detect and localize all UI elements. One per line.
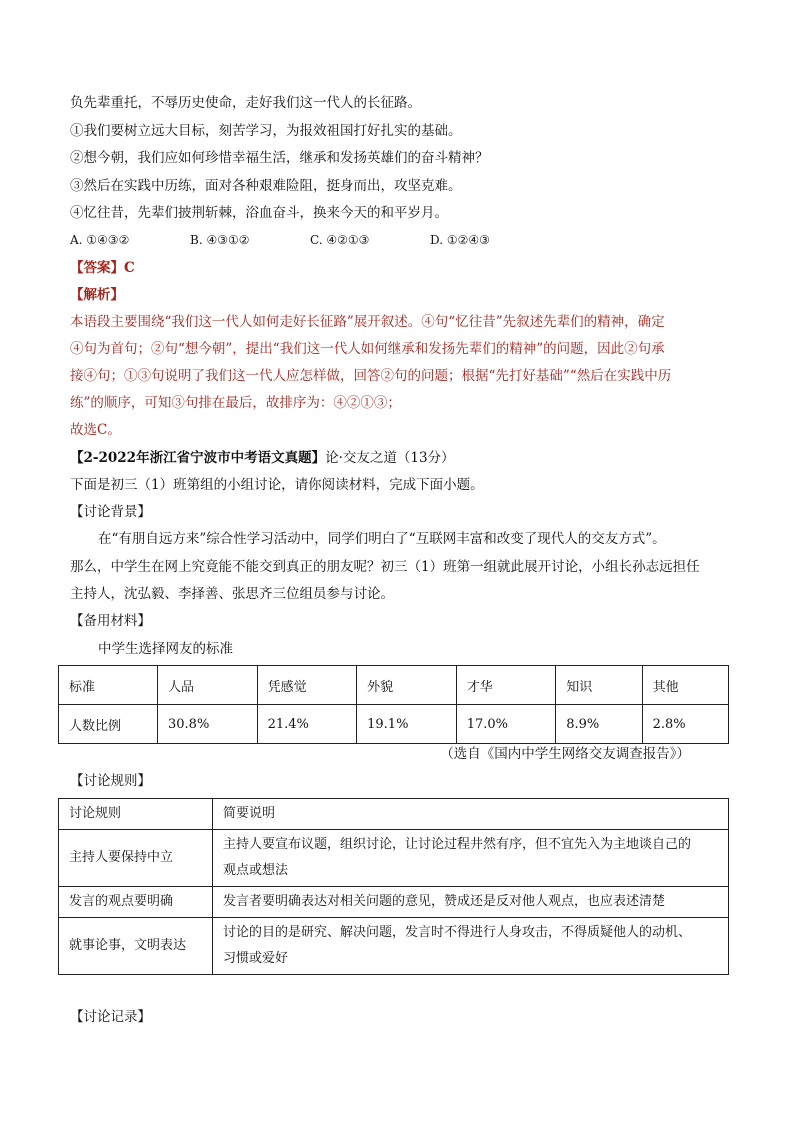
rule-desc: 讨论的目的是研究、解决问题，发言时不得进行人身攻击，不得质疑他人的动机、 习惯或爱好 (213, 918, 729, 975)
option-b: B. ④③①② (190, 233, 250, 247)
table-cell: 21.4% (257, 705, 357, 744)
rule-desc: 发言者要明确表达对相关问题的意见，赞成还是反对他人观点，也应表述清楚 (213, 887, 729, 918)
answer-line (70, 259, 135, 277)
sentence-3: ③然后在实践中历练，面对各种艰难险阻，挺身而出，攻坚克难。 (70, 178, 462, 194)
rules-row (59, 887, 729, 918)
question2-heading (70, 449, 455, 467)
background-line-1: 在“有朋自远方来”综合性学习活动中，同学们明白了“互联网丰富和改变了现代人的交友方式”。 (98, 531, 666, 547)
sentence-1: ①我们要树立远大目标，刻苦学习，为报效祖国打好扎实的基础。 (70, 123, 462, 139)
options-row (70, 231, 490, 249)
rules-table (58, 798, 729, 975)
sentence-2: ②想今朝，我们应如何珍惜幸福生活，继承和发扬英雄们的奋斗精神？ (70, 150, 489, 166)
table-header-cell: 知识 (556, 666, 642, 705)
table-title: 中学生选择网友的标准 (98, 641, 233, 657)
rules-row (59, 830, 729, 887)
answer-label: 【答案】 (70, 260, 124, 276)
table-cell: 人数比例 (59, 705, 158, 744)
criteria-table (58, 665, 729, 744)
table-header-cell: 标准 (59, 666, 158, 705)
materials-label: 【备用材料】 (70, 613, 151, 629)
analysis-label: 【解析】 (70, 287, 124, 303)
background-line-3: 主持人，沈弘毅、李择善、张思齐三位组员参与讨论。 (70, 586, 394, 602)
option-c: C. ④②①③ (310, 233, 370, 247)
analysis-line-1: 本语段主要围绕“我们这一代人如何走好长征路”展开叙述。④句“忆往昔”先叙述先辈们的精神，确定 (70, 314, 665, 330)
analysis-line-3: 接④句；①③句说明了我们这一代人应怎样做，回答②句的问题；根据“先打好基础”“然后在实践中历 (70, 368, 672, 384)
option-d: D. ①②④③ (430, 233, 490, 247)
table-header-cell: 外貌 (357, 666, 457, 705)
table-header-cell: 凭感觉 (257, 666, 357, 705)
rules-header-row (59, 799, 729, 830)
table-source: （选自《国内中学生网络交友调查报告》） (440, 746, 690, 762)
rules-label: 【讨论规则】 (70, 773, 151, 789)
background-label: 【讨论背景】 (70, 504, 151, 520)
question-source: 【2-2022年浙江省宁波市中考语文真题】 (70, 450, 326, 466)
table-cell: 17.0% (456, 705, 556, 744)
rules-header-cell: 简要说明 (213, 799, 729, 830)
table-cell: 8.9% (556, 705, 642, 744)
answer-value: C (124, 260, 135, 276)
question-title: 论·交友之道（13分） (325, 450, 455, 466)
rule-name: 发言的观点要明确 (59, 887, 213, 918)
analysis-line-4: 练”的顺序，可知③句排在最后，故排序为：④②①③； (70, 395, 401, 411)
rule-name: 就事论事，文明表达 (59, 918, 213, 975)
table-cell: 30.8% (158, 705, 258, 744)
rules-row (59, 918, 729, 975)
table-header-cell: 其他 (642, 666, 728, 705)
table-header-cell: 人品 (158, 666, 258, 705)
table-cell: 19.1% (357, 705, 457, 744)
rule-name: 主持人要保持中立 (59, 830, 213, 887)
table-header-cell: 才华 (456, 666, 556, 705)
record-label: 【讨论记录】 (70, 1009, 151, 1025)
table-cell: 2.8% (642, 705, 728, 744)
table-row (59, 705, 729, 744)
table-header-row (59, 666, 729, 705)
intro-line: 负先辈重托，不辱历史使命，走好我们这一代人的长征路。 (70, 95, 421, 111)
sentence-4: ④忆往昔，先辈们披荆斩棘，浴血奋斗，换来今天的和平岁月。 (70, 205, 448, 221)
analysis-line-5: 故选C。 (70, 422, 121, 438)
rules-header-cell: 讨论规则 (59, 799, 213, 830)
rule-desc: 主持人要宣布议题，组织讨论，让讨论过程井然有序，但不宜先入为主地谈自己的 观点或想法 (213, 830, 729, 887)
question-instruction: 下面是初三（1）班第组的小组讨论，请你阅读材料，完成下面小题。 (70, 477, 484, 493)
option-a: A. ①④③② (70, 233, 130, 247)
analysis-line-2: ④句为首句；②句“想今朝”，提出“我们这一代人如何继承和发扬先辈们的精神”的问题，因此②句承 (70, 341, 665, 357)
background-line-2: 那么，中学生在网上究竟能不能交到真正的朋友呢？初三（1）班第一组就此展开讨论，小组长孙志远担任 (70, 559, 700, 575)
